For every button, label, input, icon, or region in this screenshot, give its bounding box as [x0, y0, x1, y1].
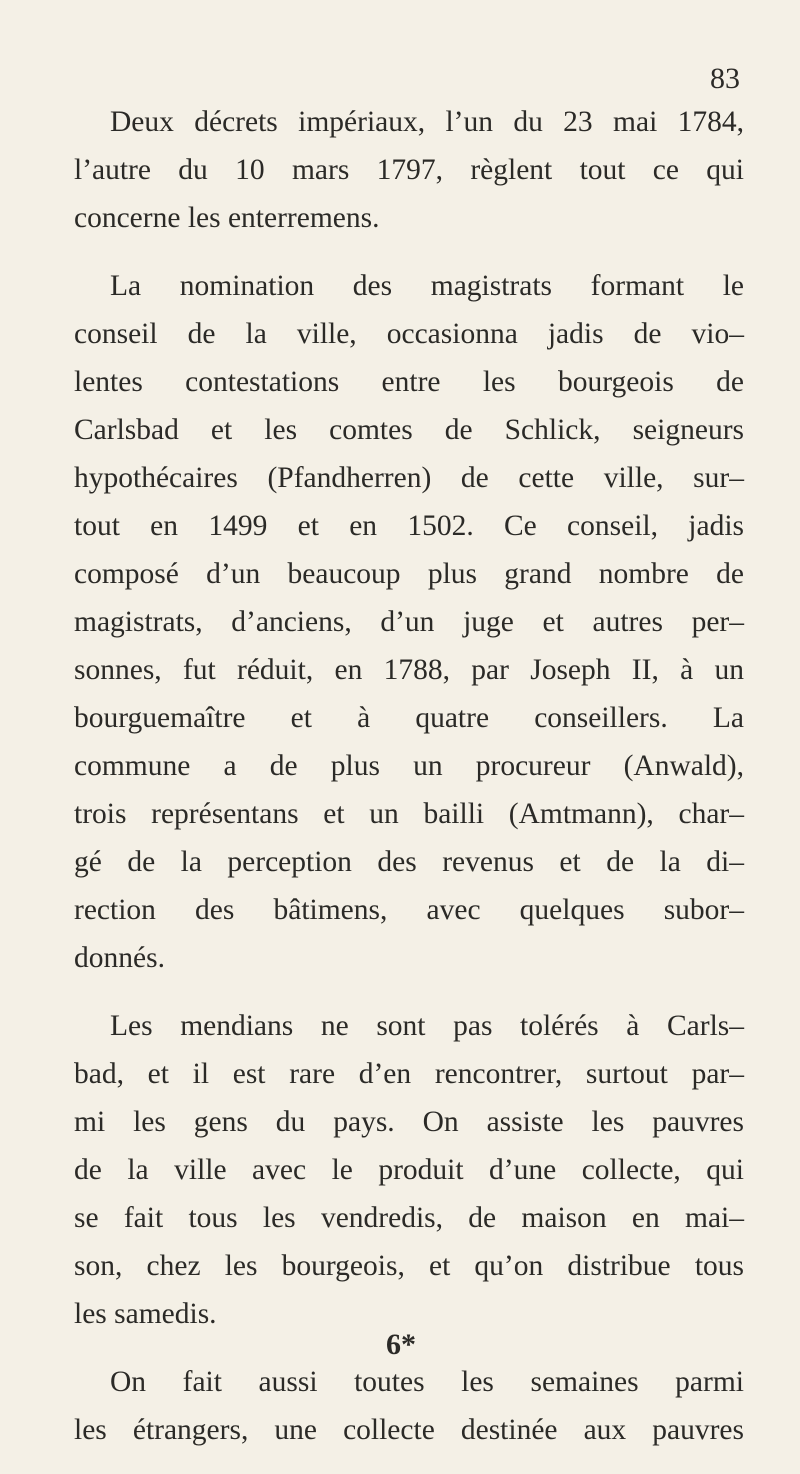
signature-mark: 6* — [386, 1328, 416, 1361]
text-line: commune a de plus un procureur (Anwald), — [74, 750, 744, 782]
page-number: 83 — [710, 62, 740, 95]
text-line: gé de la perception des revenus et de la di– — [74, 846, 744, 878]
text-line: trois représentans et un bailli (Amtmann), char– — [74, 798, 744, 830]
text-line: Deux décrets impériaux, l’un du 23 mai 1784, — [110, 106, 744, 138]
text-line: hypothécaires (Pfandherren) de cette ville, sur– — [74, 462, 744, 494]
text-line: se fait tous les vendredis, de maison en mai– — [74, 1202, 744, 1234]
text-line: conseil de la ville, occasionna jadis de vio– — [74, 318, 744, 350]
paragraph-conseil — [74, 262, 744, 982]
text-line: bad, et il est rare d’en rencontrer, surtout par– — [74, 1058, 744, 1090]
text-line: concerne les enterremens. — [74, 202, 380, 234]
text-line: bourguemaître et à quatre conseillers. La — [74, 702, 744, 734]
text-line: mi les gens du pays. On assiste les pauvres — [74, 1106, 744, 1138]
text-line: tout en 1499 et en 1502. Ce conseil, jadis — [74, 510, 744, 542]
text-line: l’autre du 10 mars 1797, règlent tout ce qui — [74, 154, 744, 186]
text-line: Carlsbad et les comtes de Schlick, seigneurs — [74, 414, 744, 446]
text-line: sonnes, fut réduit, en 1788, par Joseph II, à un — [74, 654, 744, 686]
text-line: donnés. — [74, 942, 165, 974]
text-line: les samedis. — [74, 1298, 217, 1330]
text-line: On fait aussi toutes les semaines parmi — [110, 1366, 744, 1398]
body-text — [74, 98, 744, 1474]
text-line: La nomination des magistrats formant le — [110, 270, 744, 302]
text-line: magistrats, d’anciens, d’un juge et autres per– — [74, 606, 744, 638]
paragraph-mendians — [74, 1002, 744, 1338]
text-line: composé d’un beaucoup plus grand nombre de — [74, 558, 744, 590]
paragraph-etrangers — [74, 1358, 744, 1454]
text-line: les étrangers, une collecte destinée aux pauvres — [74, 1414, 744, 1446]
text-line: rection des bâtimens, avec quelques subor– — [74, 894, 744, 926]
text-line: Les mendians ne sont pas tolérés à Carls– — [110, 1010, 744, 1042]
text-line: de la ville avec le produit d’une collecte, qui — [74, 1154, 744, 1186]
text-line: son, chez les bourgeois, et qu’on distribue tous — [74, 1250, 744, 1282]
text-line: lentes contestations entre les bourgeois de — [74, 366, 744, 398]
paragraph-decrets — [74, 98, 744, 242]
